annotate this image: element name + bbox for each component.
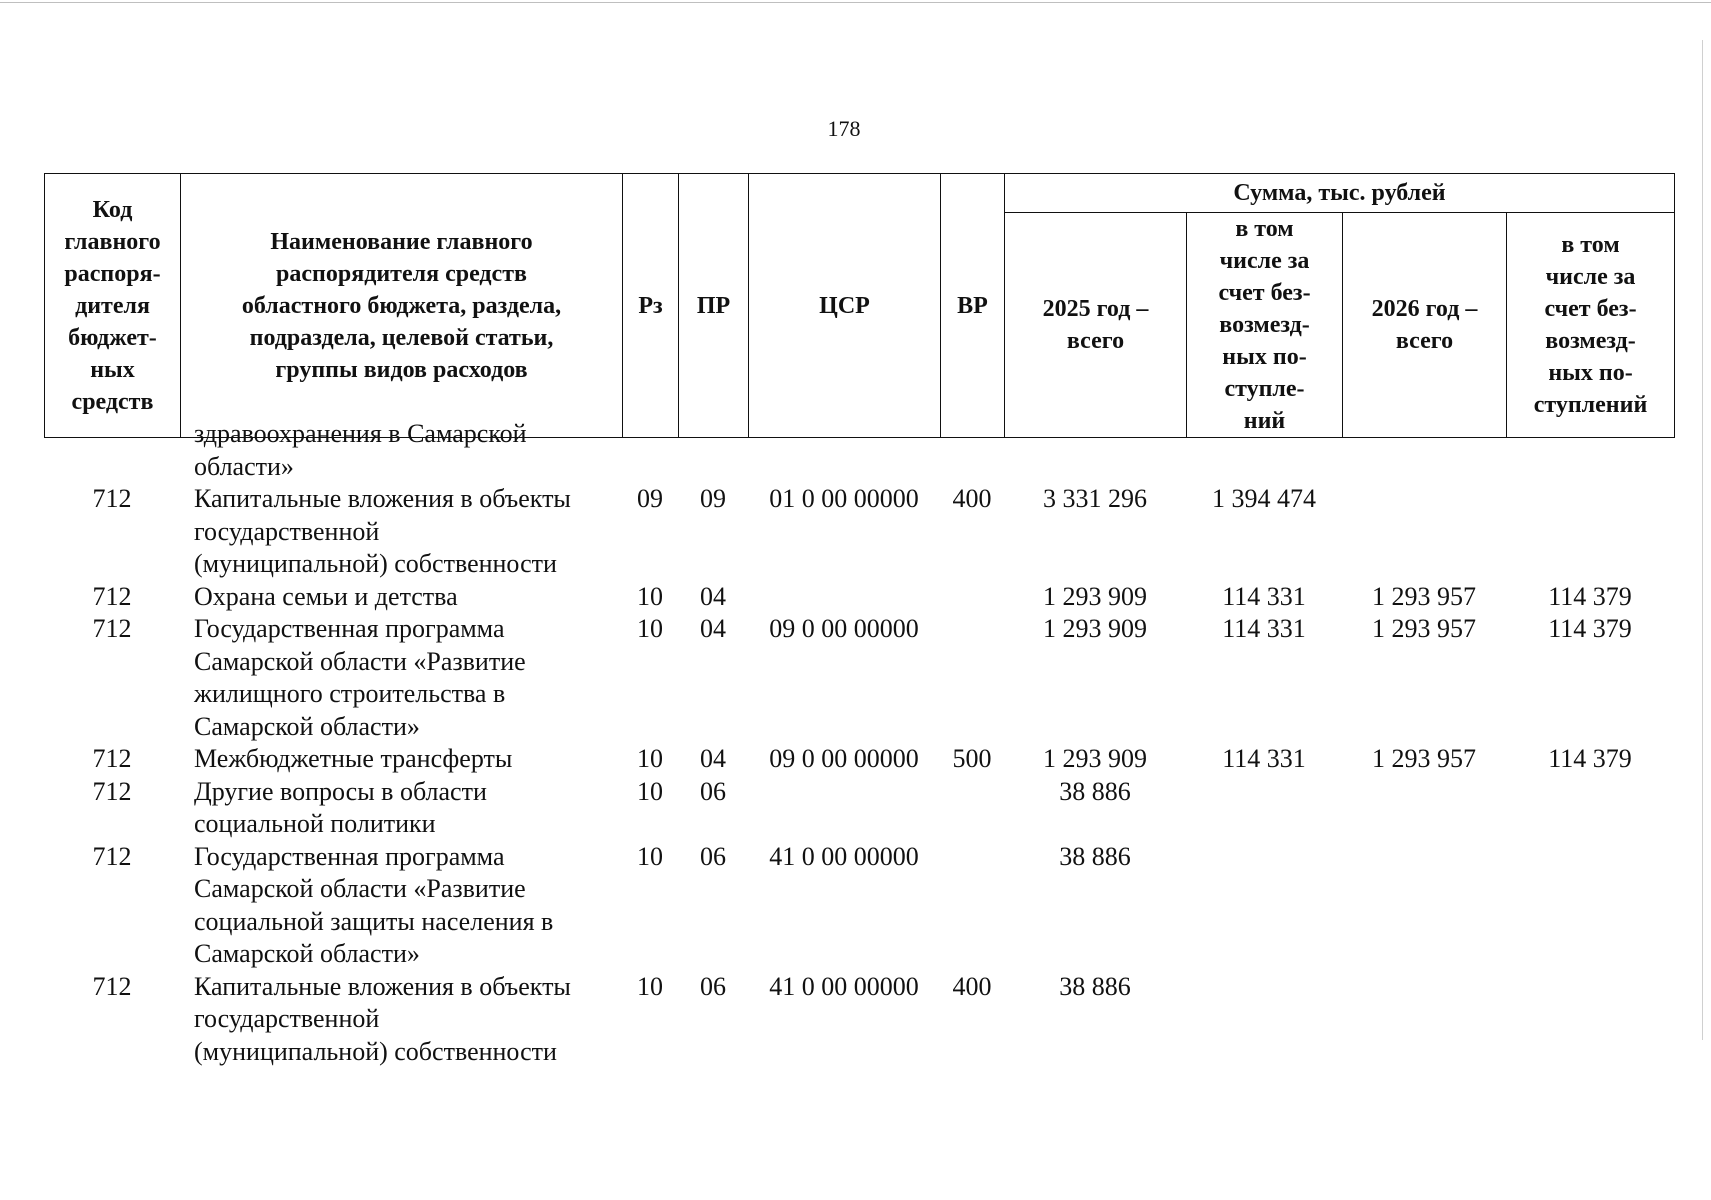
header-line: счет без-	[1544, 296, 1637, 322]
name-line: социальной защиты населения в	[194, 906, 554, 936]
amount-2025-free-cell: 114 331	[1222, 581, 1306, 611]
name-line: Государственная программа	[194, 614, 505, 643]
header-line: бюджет-	[68, 324, 157, 351]
code-cell: 712	[92, 614, 132, 643]
header-line: распоря-	[64, 260, 161, 287]
rz-cell: 10	[637, 614, 663, 643]
amount-2026-free-cell: 114 379	[1548, 744, 1632, 773]
header-line: возмезд-	[1219, 312, 1310, 338]
code-cell: 712	[92, 971, 132, 1001]
table-row	[44, 581, 1674, 614]
amount-2025-cell: 38 886	[1059, 841, 1131, 871]
header-line: главного	[64, 228, 161, 255]
pr-cell: 04	[700, 744, 726, 773]
header-line: ных по-	[1548, 360, 1633, 386]
header-line: ний	[1243, 408, 1286, 434]
name-line: жилищного строительства в	[194, 679, 506, 708]
name-line: Государственная программа	[194, 841, 505, 871]
vr-cell: 500	[952, 744, 992, 773]
code-cell: 712	[92, 484, 132, 513]
amount-2025-cell: 1 293 909	[1043, 744, 1147, 773]
amount-2025-free-cell: 1 394 474	[1212, 484, 1316, 513]
name-cell	[194, 776, 634, 841]
header-2025-total	[1005, 213, 1187, 438]
amount-2025-cell: 38 886	[1059, 971, 1131, 1001]
header-line: 2025 год –	[1042, 296, 1149, 322]
header-vr: ВР	[941, 174, 1005, 438]
csr-cell: 09 0 00 00000	[769, 744, 919, 773]
csr-cell: 09 0 00 00000	[769, 614, 919, 643]
name-line: здравоохранения в Самарской	[194, 419, 527, 448]
name-line: государственной	[194, 516, 380, 546]
name-line: Межбюджетные трансферты	[194, 744, 513, 773]
pr-cell: 09	[700, 484, 726, 513]
name-line: (муниципальной) собственности	[194, 1036, 557, 1066]
name-cell	[194, 841, 634, 971]
header-sum: Сумма, тыс. рублей	[1005, 174, 1675, 213]
header-line: в том	[1561, 232, 1620, 258]
scan-edge-top	[0, 2, 1711, 3]
name-line: Другие вопросы в области	[194, 776, 487, 806]
amount-2025-free-cell: 114 331	[1222, 744, 1306, 773]
rz-cell: 10	[637, 841, 663, 871]
rz-cell: 10	[637, 744, 663, 773]
table-row	[44, 971, 1674, 1069]
amount-2026-free-cell: 114 379	[1548, 581, 1632, 611]
amount-2026-cell: 1 293 957	[1372, 744, 1476, 773]
rz-cell: 10	[637, 581, 663, 611]
header-line: группы видов расходов	[275, 356, 528, 383]
name-cell	[194, 743, 634, 776]
header-line: ных	[90, 356, 135, 383]
name-line: Самарской области «Развитие	[194, 646, 526, 676]
name-line: Самарской области «Развитие	[194, 874, 526, 903]
rz-cell: 10	[637, 971, 663, 1001]
header-line: в том	[1235, 216, 1294, 242]
header-line: 2026 год –	[1371, 296, 1478, 322]
name-line: Капитальные вложения в объекты	[194, 484, 571, 513]
name-line: области»	[194, 451, 294, 481]
header-line: распорядителя средств	[276, 260, 527, 287]
name-cell	[194, 971, 634, 1069]
pr-cell: 04	[700, 581, 726, 611]
csr-cell: 41 0 00 00000	[769, 971, 919, 1001]
header-name	[181, 174, 623, 438]
name-line: Самарской области»	[194, 939, 420, 968]
amount-2026-free-cell: 114 379	[1548, 614, 1632, 643]
pr-cell: 04	[700, 614, 726, 643]
name-cell	[194, 613, 634, 743]
amount-2025-cell: 3 331 296	[1043, 484, 1147, 513]
code-cell: 712	[92, 841, 132, 871]
rz-cell: 10	[637, 776, 663, 806]
header-line: Наименование главного	[270, 228, 533, 255]
header-line: ступле-	[1224, 376, 1305, 402]
amount-2025-cell: 1 293 909	[1043, 581, 1147, 611]
name-line: Охрана семьи и детства	[194, 581, 458, 611]
header-line: всего	[1395, 328, 1454, 354]
table-row	[44, 743, 1674, 776]
header-line: счет без-	[1218, 280, 1311, 306]
amount-2025-cell: 38 886	[1059, 776, 1131, 806]
csr-cell: 41 0 00 00000	[769, 841, 919, 871]
name-line: государственной	[194, 1004, 380, 1033]
header-line: областного бюджета, раздела,	[241, 292, 562, 319]
table-header	[44, 173, 1675, 438]
header-line: числе за	[1545, 264, 1636, 290]
rz-cell: 09	[637, 484, 663, 513]
header-line: дителя	[75, 292, 150, 319]
header-2025-free	[1187, 213, 1343, 438]
vr-cell: 400	[952, 484, 992, 513]
header-line: числе за	[1219, 248, 1310, 274]
name-cell	[194, 581, 634, 614]
header-line: ступлений	[1533, 392, 1648, 418]
table-row	[44, 483, 1674, 581]
pr-cell: 06	[700, 776, 726, 806]
amount-2025-cell: 1 293 909	[1043, 614, 1147, 643]
code-cell: 712	[92, 581, 132, 611]
header-line: Код	[92, 196, 133, 223]
table-row	[44, 841, 1674, 971]
header-rz: Рз	[623, 174, 679, 438]
amount-2026-cell: 1 293 957	[1372, 614, 1476, 643]
table-row	[44, 613, 1674, 743]
header-code	[45, 174, 181, 438]
header-line: ных по-	[1222, 344, 1307, 370]
page-number: 178	[827, 116, 861, 141]
csr-cell: 01 0 00 00000	[769, 484, 919, 513]
pr-cell: 06	[700, 841, 726, 871]
code-cell: 712	[92, 744, 132, 773]
header-line: подраздела, целевой статьи,	[249, 324, 554, 351]
scan-edge-right	[1702, 40, 1703, 1040]
header-line: средств	[71, 388, 154, 415]
header-2026-total	[1343, 213, 1507, 438]
code-cell: 712	[92, 776, 132, 806]
header-csr: ЦСР	[749, 174, 941, 438]
name-cell	[194, 483, 634, 581]
amount-2025-free-cell: 114 331	[1222, 614, 1306, 643]
name-cell	[194, 418, 634, 483]
header-line: всего	[1066, 328, 1125, 354]
header-line: возмезд-	[1545, 328, 1636, 354]
name-line: Самарской области»	[194, 711, 420, 741]
header-pr: ПР	[679, 174, 749, 438]
header-2026-free	[1507, 213, 1675, 438]
name-line: Капитальные вложения в объекты	[194, 971, 571, 1001]
pr-cell: 06	[700, 971, 726, 1001]
table-row	[44, 418, 1674, 483]
vr-cell: 400	[952, 971, 992, 1001]
name-line: социальной политики	[194, 809, 436, 838]
name-line: (муниципальной) собственности	[194, 549, 557, 578]
table-row	[44, 776, 1674, 841]
amount-2026-cell: 1 293 957	[1372, 581, 1476, 611]
